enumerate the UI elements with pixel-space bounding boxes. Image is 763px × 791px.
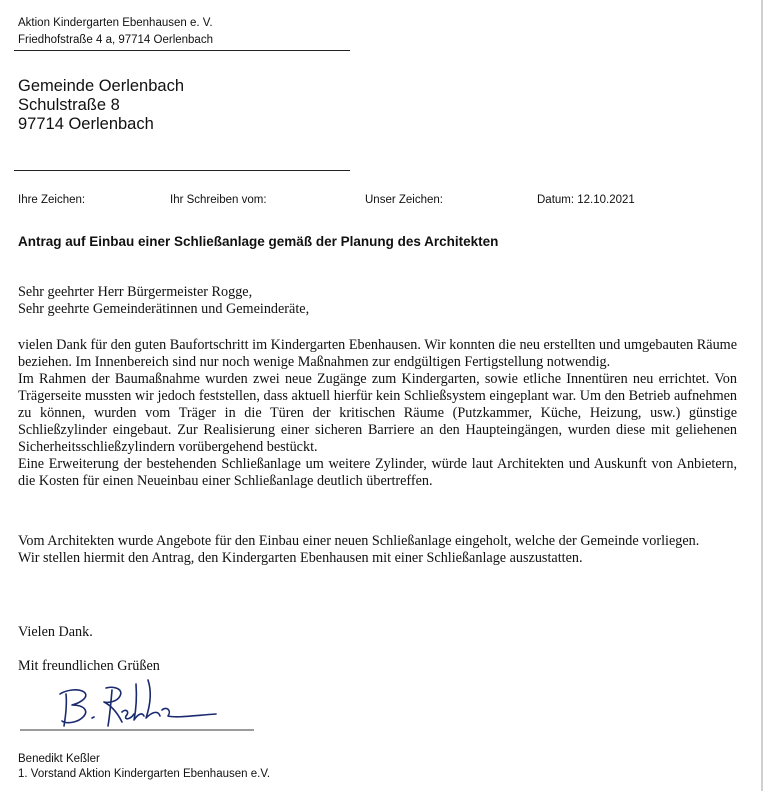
handwritten-signature xyxy=(20,676,260,736)
salutation-line-1: Sehr geehrter Herr Bürgermeister Rogge, xyxy=(18,284,253,300)
sender-address: Friedhofstraße 4 a, 97714 Oerlenbach xyxy=(18,34,213,46)
signer-role: 1. Vorstand Aktion Kindergarten Ebenhausen e.V. xyxy=(18,768,271,780)
signer-name: Benedikt Keßler xyxy=(18,753,100,765)
our-reference-label: Unser Zeichen: xyxy=(365,194,443,206)
letter-subject: Antrag auf Einbau einer Schließanlage gemäß der Planung des Architekten xyxy=(18,234,499,249)
sender-divider xyxy=(14,50,350,51)
sender-name: Aktion Kindergarten Ebenhausen e. V. xyxy=(18,17,213,29)
body-paragraph-3: Eine Erweiterung der bestehenden Schließanlage um weitere Zylinder, würde laut Architekten und Auskunft von Anbietern, die Kosten für einen Neueinbau einer Schließanlage deutlich übertreffen. xyxy=(18,456,737,489)
letter-body xyxy=(18,337,737,490)
your-letter-label: Ihr Schreiben vom: xyxy=(170,194,267,206)
recipient-line-1: Gemeinde Oerlenbach xyxy=(18,77,185,95)
body-paragraph-5: Wir stellen hiermit den Antrag, den Kindergarten Ebenhausen mit einer Schließanlage auszustatten. xyxy=(18,550,583,566)
letter-date: Datum: 12.10.2021 xyxy=(537,194,635,206)
salutation-line-2: Sehr geehrte Gemeinderätinnen und Gemeinderäte, xyxy=(18,301,310,317)
address-field-divider xyxy=(14,170,350,171)
your-reference-label: Ihre Zeichen: xyxy=(18,194,86,206)
recipient-line-2: Schulstraße 8 xyxy=(18,96,120,114)
body-paragraph-1: vielen Dank für den guten Baufortschritt im Kindergarten Ebenhausen. Wir konnten die neu erstellten und umgebauten Räume beziehen. Im Innenbereich sind nur noch wenige Maßnahmen zur endgültigen Fertigstellung notwendig. xyxy=(18,337,737,370)
letter-body-continued xyxy=(18,533,737,567)
body-paragraph-2: Im Rahmen der Baumaßnahme wurden zwei neue Zugänge zum Kindergarten, sowie etliche Innentüren neu errichtet. Von Trägerseite mussten wir jedoch feststellen, dass aktuell hierfür kein Schließsystem eingeplant war. Um den Betrieb aufnehmen zu können, wurden vom Träger in die Türen der kritischen Räume (Putzkammer, Küche, Heizung, usw.) günstige Schließzylinder eingebaut. Zur Realisierung einer sicheren Barriere an den Haupteingängen, wurden diese mit geliehenen Sicherheitsschließzylindern vorübergehend bestückt. xyxy=(18,371,737,455)
recipient-line-3: 97714 Oerlenbach xyxy=(18,115,154,133)
closing-thanks: Vielen Dank. xyxy=(18,624,93,640)
body-paragraph-4: Vom Architekten wurde Angebote für den Einbau einer neuen Schließanlage eingeholt, welche der Gemeinde vorliegen. xyxy=(18,533,700,549)
closing-regards: Mit freundlichen Grüßen xyxy=(18,658,160,674)
